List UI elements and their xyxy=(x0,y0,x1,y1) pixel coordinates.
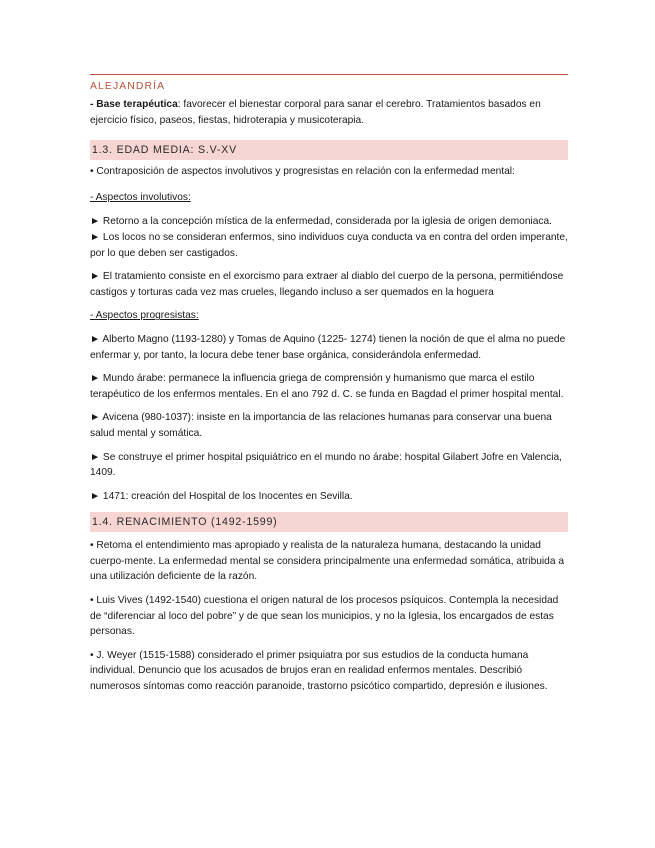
subheading-aspectos-involutivos: - Aspectos involutivos: xyxy=(90,191,191,203)
paragraph-intro-edad-media: • Contraposición de aspectos involutivos y progresistas en relación con la enfermedad mental: xyxy=(90,166,515,178)
list-item-involutivo: ► El tratamiento consiste en el exorcismo para extraer al diablo del cuerpo de la persona, permitiéndose castigos y torturas cada vez mas crueles, llegando incluso a ser quemados en la hoguera xyxy=(90,271,564,298)
list-item-progresista: ► Se construye el primer hospital psiquiátrico en el mundo no árabe: hospital Gilabert Jofre en Valencia, 1409. xyxy=(90,451,562,479)
base-terapeutica-text: : favorecer el bienestar corporal para sanar el cerebro. Tratamientos basados en ejercicio físico, paseos, fiestas, hidroterapia y musicoterapia. xyxy=(90,99,541,126)
list-item-progresista: ► Avicena (980-1037): insiste en la importancia de las relaciones humanas para conservar una buena salud mental y somática. xyxy=(90,412,552,439)
list-item-progresista: ► 1471: creación del Hospital de los Inocentes en Sevilla. xyxy=(90,490,353,502)
page-content xyxy=(90,74,568,695)
list-item-involutivo: ► Los locos no se consideran enfermos, sino individuos cuya conducta va en contra del orden imperante, por lo que deben ser castigados. xyxy=(90,231,568,259)
list-item-progresista: ► Mundo árabe: permanece la influencia griega de comprensión y humanismo que marca el estilo terapéutico de los enfermos mentales. En el ano 792 d. C. se funda en Bagdad el primer hospital mental. xyxy=(90,373,564,400)
section-band-renacimiento: 1.4. RENACIMIENTO (1492-1599) xyxy=(90,512,568,532)
base-terapeutica-label: - Base terapéutica xyxy=(90,99,178,110)
subheading-aspectos-progresistas: - Aspectos progresistas: xyxy=(90,310,199,322)
list-item-progresista: ► Alberto Magno (1193-1280) y Tomas de Aquino (1225- 1274) tienen la noción de que el alma no puede enfermar y, por tanto, la locura debe tener base orgánica, considerándola enfermedad. xyxy=(90,333,566,361)
list-item-involutivo: ► Retorno a la concepción mística de la enfermedad, considerada por la iglesia de origen demoniaca. xyxy=(90,216,552,228)
list-item-renacimiento: • Luis Vives (1492-1540) cuestiona el origen natural de los procesos psíquicos. Contempla la necesidad de “diferenciar al loco del pobre” y de que sean los municipios, y no la Iglesia, los encargados de estas personas. xyxy=(90,595,559,638)
list-item-renacimiento: • Retoma el entendimiento mas apropiado y realista de la naturaleza humana, destacando la unidad cuerpo-mente. La enfermedad mental se considera principalmente una enfermedad somática, atribuida a una utilización deficiente de la razón. xyxy=(90,540,564,583)
list-item-renacimiento: • J. Weyer (1515-1588) considerado el primer psiquiatra por sus estudios de la conducta humana individual. Denuncio que los acusados de brujos eran en realidad enfermos mentales. Describió numerosos síntomas como reacción paranoide, trastorno psicótico compartido, depresión e ilusiones. xyxy=(90,649,548,693)
section-heading-alejandria: ALEJANDRÍA xyxy=(90,81,166,92)
section-band-edad-media: 1.3. EDAD MEDIA: S.V-XV xyxy=(90,140,568,160)
top-divider xyxy=(90,74,568,75)
paragraph-base-terapeutica xyxy=(90,97,568,128)
